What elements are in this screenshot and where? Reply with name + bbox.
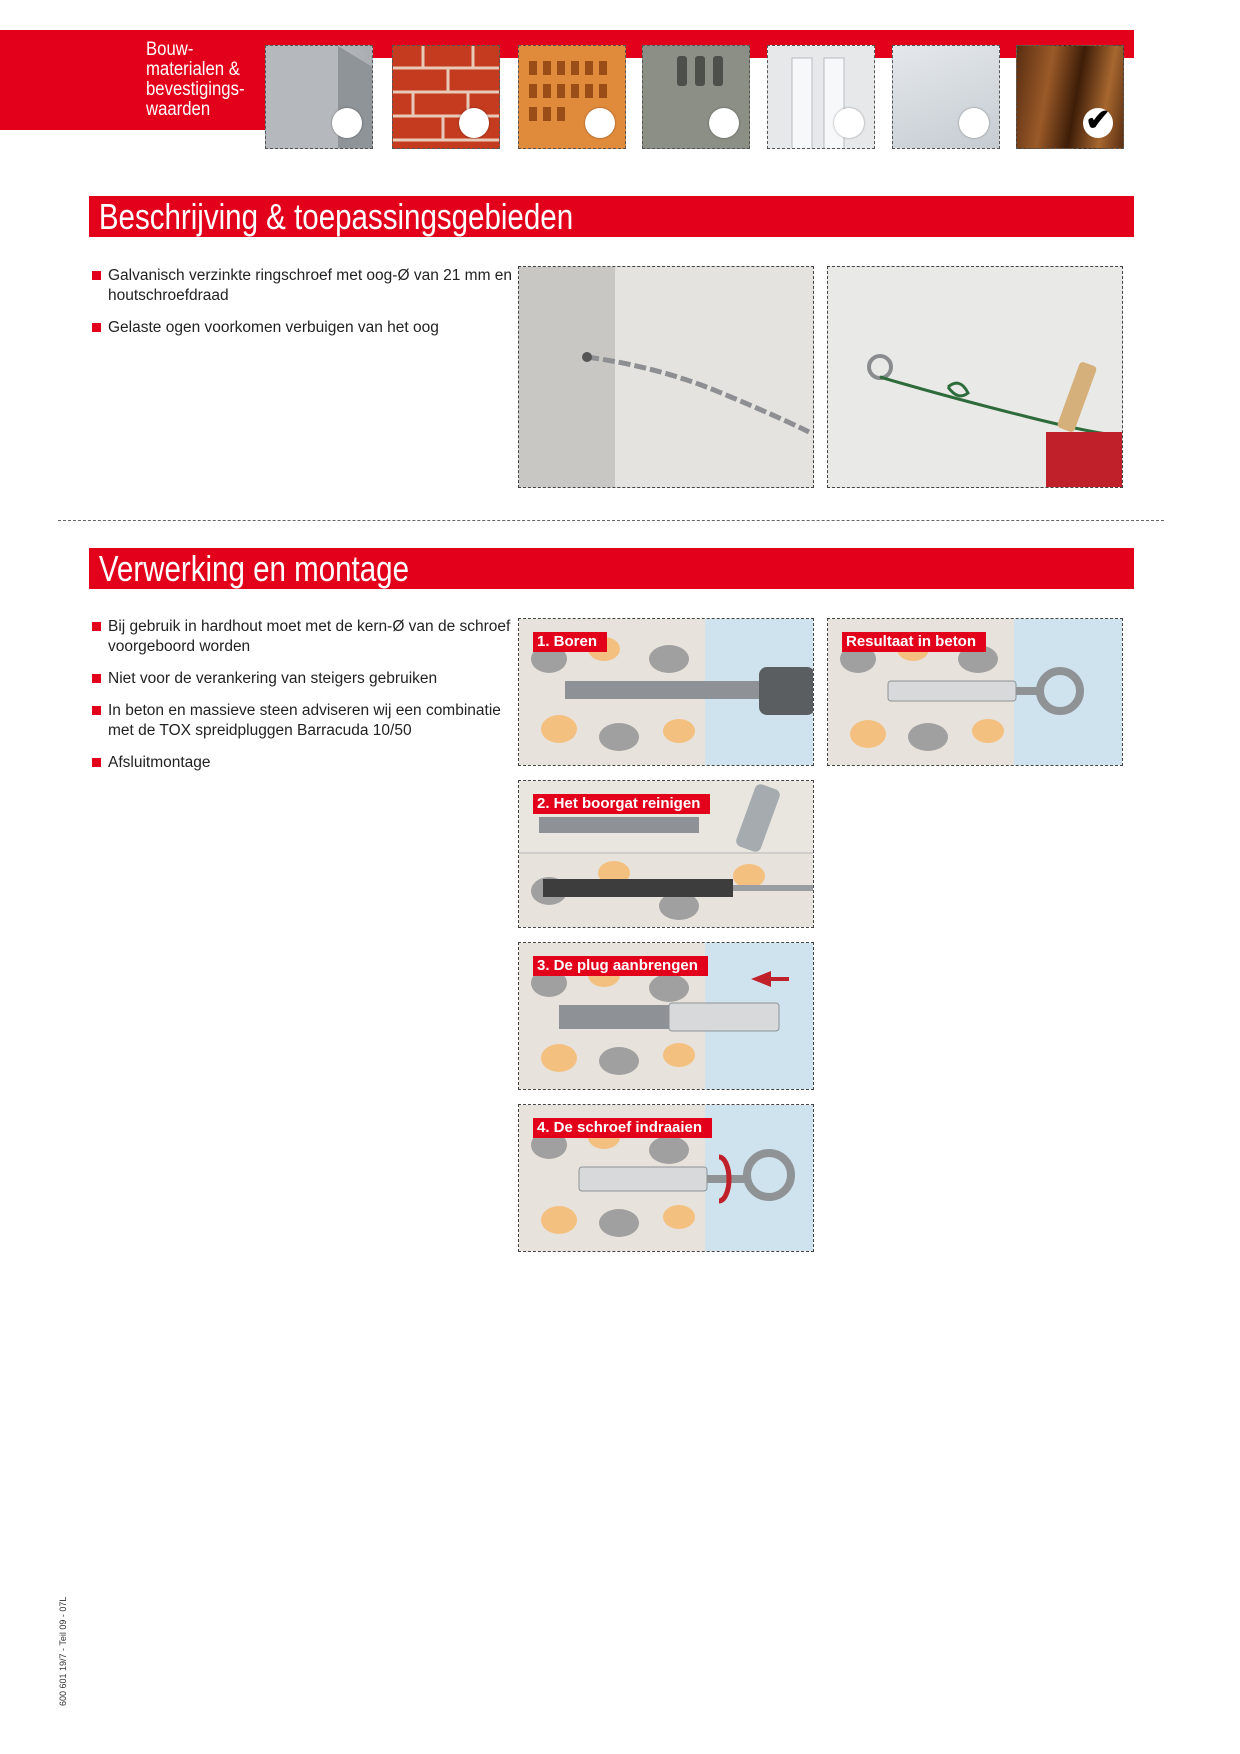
application-photo-chain bbox=[518, 266, 814, 488]
list-item: Bij gebruik in hardhout moet met de kern-Ø van de schroef voorgeboord worden bbox=[90, 617, 520, 657]
description-bullet-list bbox=[90, 266, 520, 350]
list-item: In beton en massieve steen adviseren wij een combinatie met de TOX spreidpluggen Barracuda 10/50 bbox=[90, 701, 520, 741]
circle-icon bbox=[585, 108, 615, 138]
section-heading-processing bbox=[89, 548, 1134, 589]
processing-bullet-list bbox=[90, 617, 520, 785]
list-item: Niet voor de verankering van steigers gebruiken bbox=[90, 669, 520, 689]
material-tile-plasterboard bbox=[892, 45, 1000, 149]
circle-icon bbox=[959, 108, 989, 138]
circle-icon bbox=[459, 108, 489, 138]
list-item: Gelaste ogen voorkomen verbuigen van het oog bbox=[90, 318, 520, 338]
step-illustration-cleaning bbox=[518, 780, 814, 928]
section-heading-description bbox=[89, 196, 1134, 237]
section-title: Verwerking en montage bbox=[98, 548, 409, 589]
material-tile-wood bbox=[1016, 45, 1124, 149]
step-illustration-drilling bbox=[518, 618, 814, 766]
material-tile-lightweight-block bbox=[642, 45, 750, 149]
material-tile-solid-brick bbox=[392, 45, 500, 149]
check-icon: ✔ bbox=[1083, 108, 1113, 138]
material-tile-perforated-brick bbox=[518, 45, 626, 149]
list-item: Afsluitmontage bbox=[90, 753, 520, 773]
step-illustration-insert-plug bbox=[518, 942, 814, 1090]
circle-icon bbox=[332, 108, 362, 138]
materials-label: Bouw- materialen & bevestigings- waarden bbox=[146, 39, 245, 120]
materials-label-box bbox=[130, 30, 260, 150]
document-code: 600 601 19/7 - Teil 09 - 07L bbox=[58, 1596, 68, 1706]
step-label: 2. Het boorgat reinigen bbox=[533, 794, 710, 814]
material-tile-hollow-panel bbox=[767, 45, 875, 149]
step-illustration-screw-in bbox=[518, 1104, 814, 1252]
circle-icon bbox=[834, 108, 864, 138]
result-illustration-concrete bbox=[827, 618, 1123, 766]
step-label: 1. Boren bbox=[533, 632, 607, 652]
step-label: 3. De plug aanbrengen bbox=[533, 956, 708, 976]
application-photo-clothesline bbox=[827, 266, 1123, 488]
section-divider bbox=[58, 520, 1164, 521]
section-title: Beschrijving & toepassingsgebieden bbox=[98, 196, 574, 237]
list-item: Galvanisch verzinkte ringschroef met oog-Ø van 21 mm en houtschroefdraad bbox=[90, 266, 520, 306]
circle-icon bbox=[709, 108, 739, 138]
step-label: 4. De schroef indraaien bbox=[533, 1118, 712, 1138]
material-tile-concrete bbox=[265, 45, 373, 149]
step-label: Resultaat in beton bbox=[842, 632, 986, 652]
